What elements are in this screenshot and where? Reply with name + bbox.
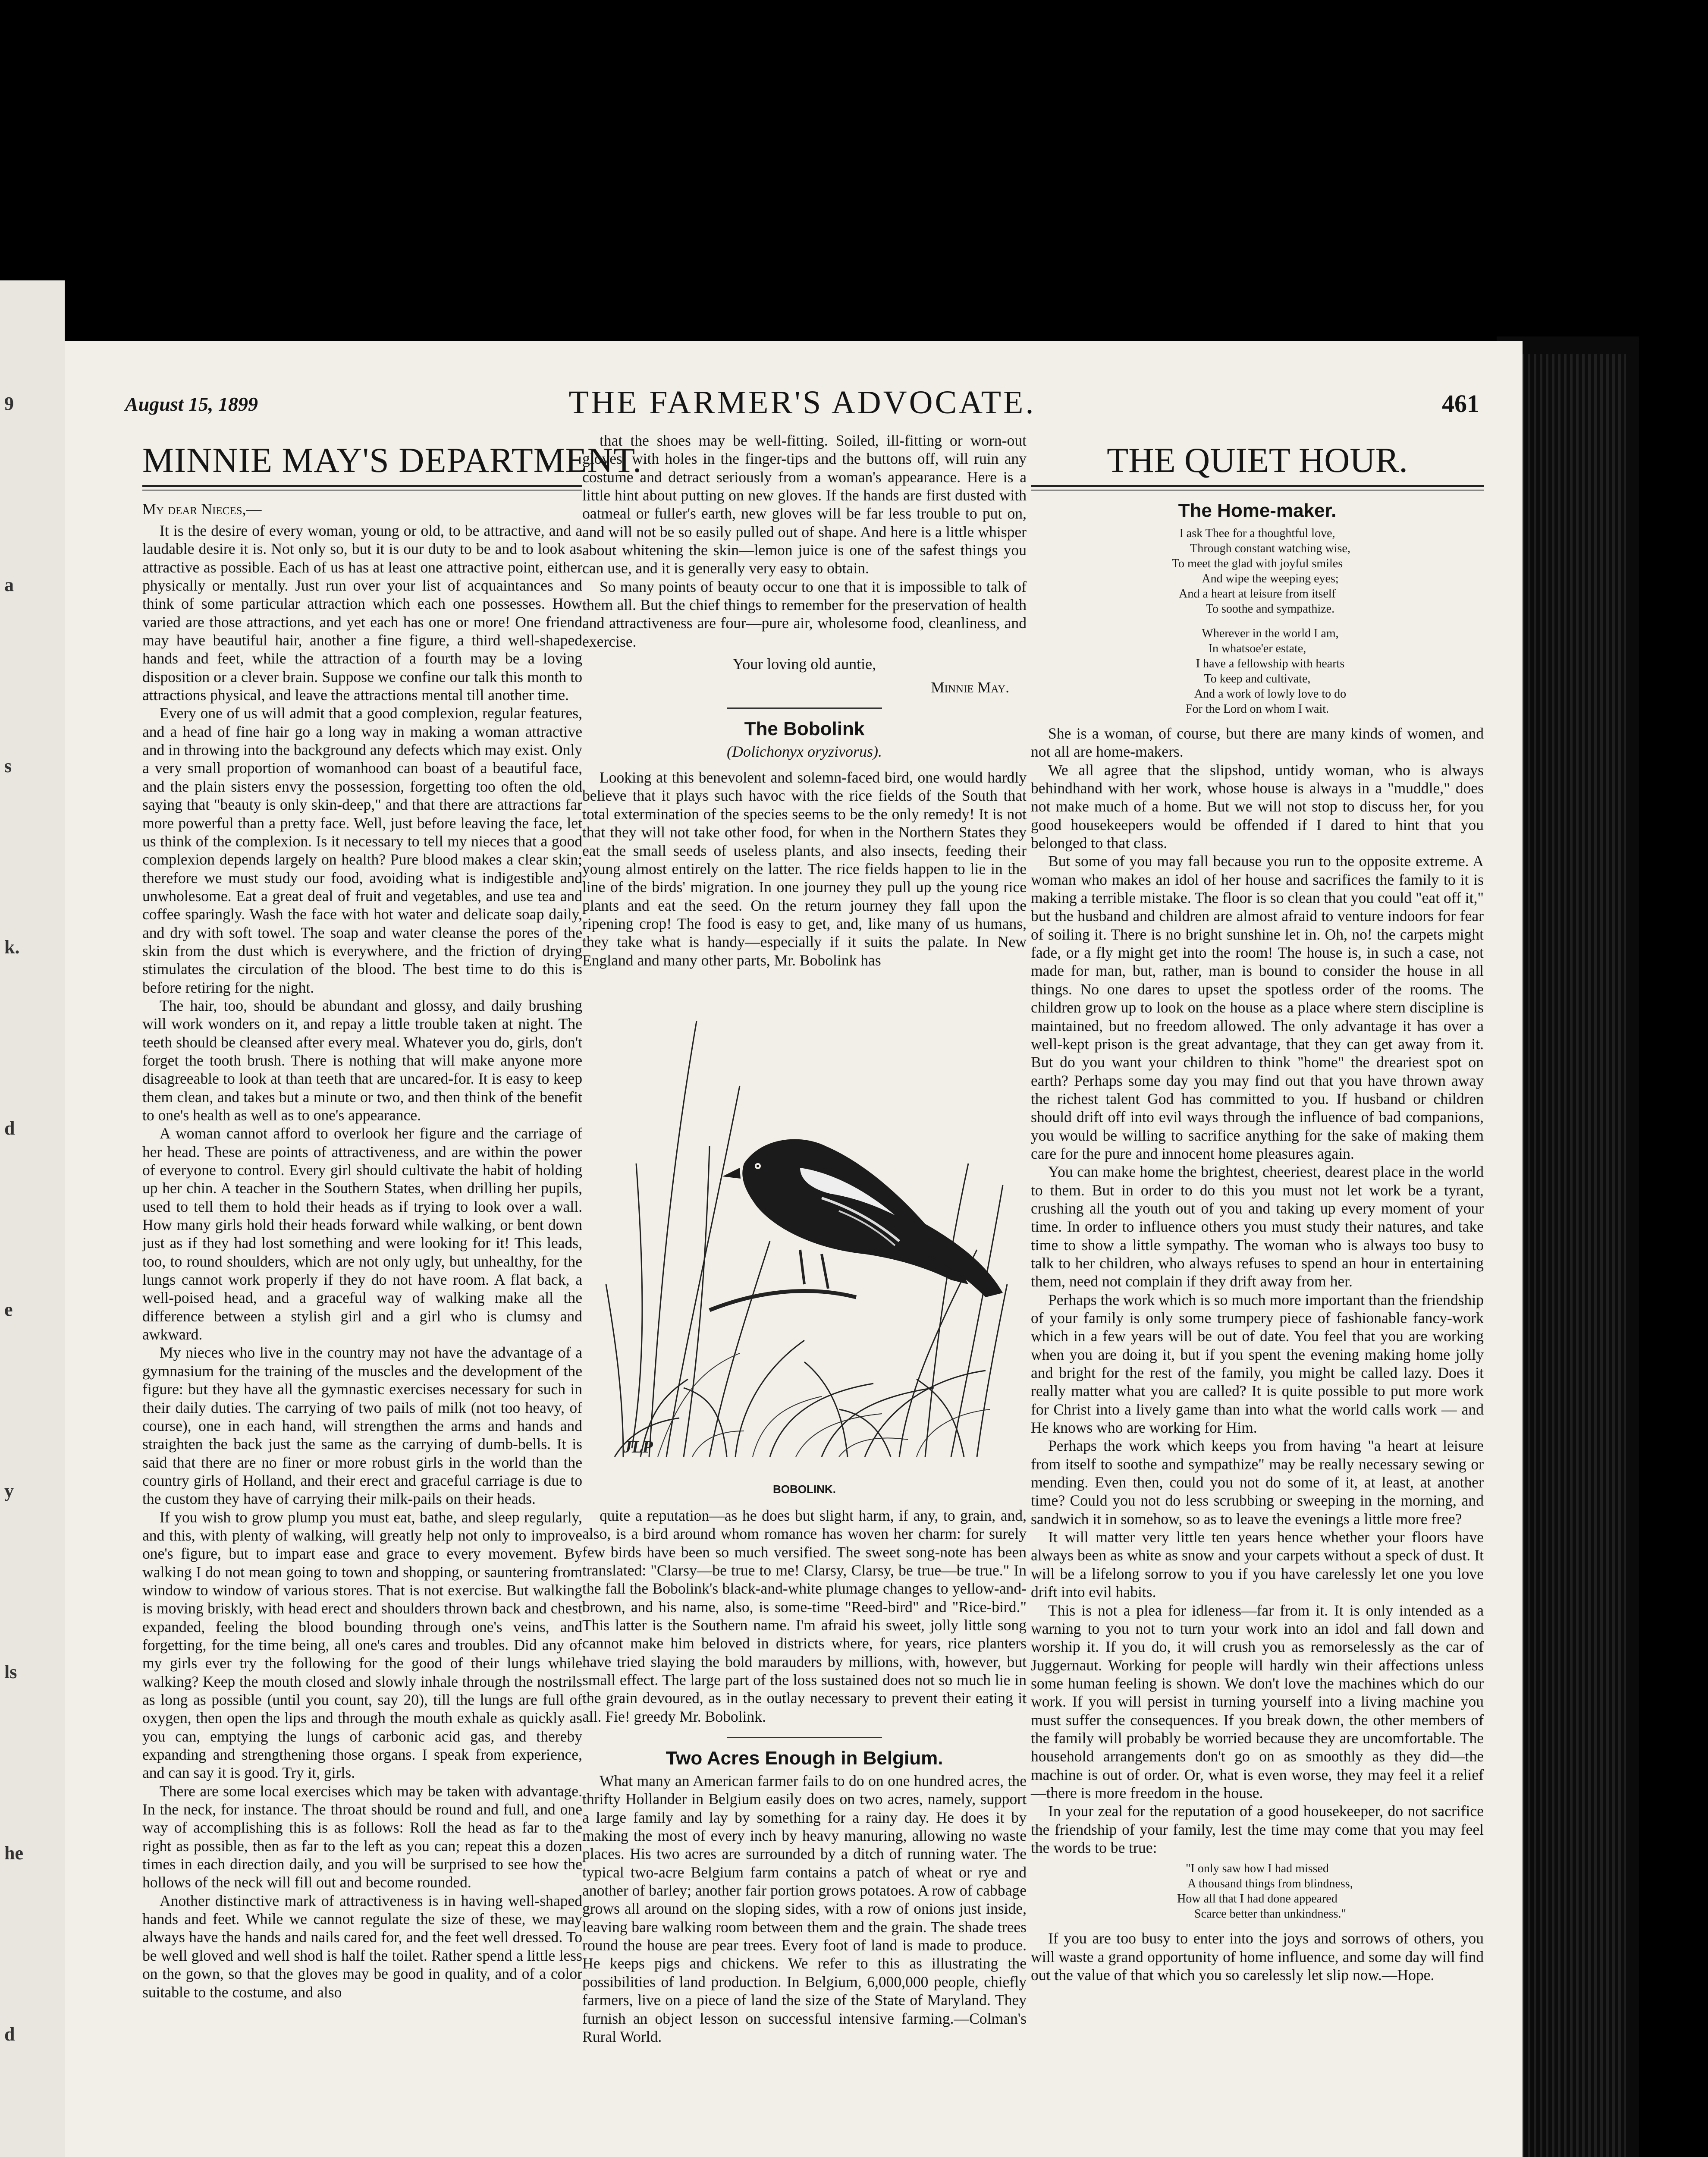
salutation: My dear Nieces,— [142, 500, 262, 518]
verse-line: To meet the glad with joyful smiles [1171, 557, 1343, 570]
verse-line: Through constant watching wise, [1190, 542, 1350, 555]
paragraph: You can make home the brightest, cheeriest, dearest place in the world to them. But in order to do this you must not let work be a tyrant, crushing all the youth out of you and taking up every moment of your time. In order to influence others you must study their natures, and take time to show a little sympathy. The woman who is always too busy to talk to her children, who always refuses to spend an hour in entertaining them, need not complain if they drift away from her. [1031, 1163, 1484, 1290]
minnie-may-title: MINNIE MAY'S DEPARTMENT. [142, 440, 642, 480]
page-header [125, 384, 1479, 423]
paragraph: What many an American farmer fails to do on one hundred acres, the thrifty Hollander in Belgium easily does on two acres, namely, support a large family and lay by something for a rainy day. He does it by making the most of every inch by heavy manuring, allowing no waste places. His two acres are surrounded by a ditch of running water. The typical two-acre Belgium farm contains a patch of wheat or rye and another of barley; another fair portion grows potatoes. A row of cabbage grows all around on the sloping sides, with a row of onions just inside, leaving bare walking room between them and the grain. The shade trees round the house are pear trees. Every foot of land is made to produce. He keeps pigs and chickens. We refer to this as illustrating the possibilities of land production. In Belgium, 6,000,000 people, chiefly farmers, live on a piece of land the size of the State of Maryland. They furnish an object lesson on successful intensive farming.—Colman's Rural World. [582, 1772, 1027, 2045]
paragraph: My nieces who live in the country may not have the advantage of a gymnasium for the training of the muscles and the development of the figure: but they have all the gymnastic exercises necessary for such in their daily duties. The carrying of two pails of milk (not too heavy, of course), one in each hand, will strengthen the arms and hands and straighten the back just the same as the carrying of dumb-bells. It is said that there are no finer or more robust girls in the world than the country girls of Holland, and their erect and graceful carriage is due to the custom they have of carrying their milk-pails on their heads. [142, 1344, 582, 1508]
poem [1031, 526, 1484, 717]
column-middle [582, 431, 1027, 2046]
minnie-may-body [142, 522, 582, 2001]
title-rule [1031, 485, 1484, 491]
margin-fragment: s [4, 755, 12, 777]
verse-line: And wipe the weeping eyes; [1202, 572, 1339, 585]
bobolink-body-continued [582, 1506, 1027, 1726]
verse-line: A thousand things from blindness, [1187, 1877, 1353, 1891]
paragraph: Looking at this benevolent and solemn-faced bird, one would hardly believe that it plays such havoc with the rice fields of the South that total extermination of the species seems to be the only remedy! It is not that they will not take other food, for when in the Northern States they eat the small seeds of useless plants, and also insects, feeding their young almost entirely on the latter. The rice fields happen to lie in the line of the birds' migration. In one journey they pull up the young rice plants and eat the seed. On the return journey they fall upon the ripening crop! The food is easy to get, and, like many of us humans, they take what is handy—especially if it suits the palate. In New England and many other parts, Mr. Bobolink has [582, 769, 1027, 969]
paragraph: She is a woman, of course, but there are many kinds of women, and not all are home-makers. [1031, 725, 1484, 761]
paragraph: In your zeal for the reputation of a good housekeeper, do not sacrifice the friendship of your family, lest the time may come that you may feel the words to be true: [1031, 1802, 1484, 1856]
bobolink-title: The Bobolink [744, 718, 865, 740]
title-rule [142, 485, 582, 491]
column-quiet-hour [1031, 431, 1484, 1984]
belgium-title: Two Acres Enough in Belgium. [666, 1748, 943, 1769]
paragraph: If you wish to grow plump you must eat, bathe, and sleep regularly, and this, with plenty of walking, will greatly help not only to improve one's figure, but to impart ease and grace to every movement. By walking I do not mean going to town and shopping, or sauntering from window to window of various stores. That is not exercise. But walking is moving briskly, with head erect and shoulders thrown back and chest expanded, feeling the blood bounding through one's veins, and forgetting, for the time being, all one's cares and troubles. Did any of my girls ever try the following for the good of their lungs while walking? Keep the mouth closed and slowly inhale through the nostrils as long as possible (until you count, say 20), till the lungs are full of oxygen, then open the lips and through the mouth exhale as quickly as you can, emptying the lungs of carbonic acid gas, and thereby expanding and strengthening those organs. I speak from experience, and can say it is good. Try it, girls. [142, 1508, 582, 1782]
verse-line: To soothe and sympathize. [1206, 602, 1335, 616]
belgium-body [582, 1772, 1027, 2046]
home-maker-title: The Home-maker. [1178, 500, 1337, 521]
page-number: 461 [1442, 390, 1479, 418]
page-edge-stripes [1510, 354, 1626, 2157]
paragraph: quite a reputation—as he does but slight harm, if any, to grain, and, also, is a bird around whom romance has woven her charm: for surely few birds have been so much versified. The sweet song-note has been translated: "Clarsy—be true to me! Clarsy, Clarsy, be true—be true." In the fall the Bobolink's black-and-white plumage changes to yellow-and-brown, and his name, also, is some-time "Reed-bird" and "Rice-bird." This latter is the Southern name. I'm afraid his sweet, jolly little song cannot make him beloved in districts where, for years, rice planters have tried slaying the bold marauders by millions, with, however, but small effect. The large part of the loss sustained does not so much lie in the grain devoured, as in the outlay necessary to prevent their eating it all. Fie! greedy Mr. Bobolink. [582, 1506, 1027, 1725]
paragraph: that the shoes may be well-fitting. Soiled, ill-fitting or worn-out gloves, with holes in the finger-tips and the buttons off, will ruin any costume and detract seriously from a woman's appearance. Here is a little hint about putting on new gloves. If the hands are first dusted with oatmeal or fuller's earth, new gloves will be far less trouble to put on, and will not be so easily pulled out of shape. And here is a little whisper about whitening the skin—lemon juice is one of the safest things you can use, and it is generally very easy to obtain. [582, 432, 1027, 577]
artist-initials: JLP [623, 1437, 653, 1456]
verse-line: To keep and cultivate, [1204, 672, 1311, 685]
margin-fragment: y [4, 1480, 14, 1501]
margin-fragment: he [4, 1843, 23, 1864]
bobolink-subtitle: (Dolichonyx oryzivorus). [727, 743, 882, 761]
paragraph: It is the desire of every woman, young or old, to be attractive, and a laudable desire it is. Not only so, but it is our duty to be and to look as attractive as possible. Each of us has at least one attractive point, either physically or mentally. Just run over your list of acquaintances and think of some particular attraction which each one possesses. How varied are those attractions, and yet each has one or more! One friend may have beautiful hair, another a fine figure, a third well-shaped hands and feet, while the attraction of a fourth may be a loving disposition or a clever brain. Suppose we confine our talk this month to attractions physical, and leave the attractions mental till another time. [142, 522, 582, 704]
margin-fragment: d [4, 1118, 15, 1139]
masthead-title: THE FARMER'S ADVOCATE. [568, 384, 1036, 421]
issue-date: August 15, 1899 [125, 393, 258, 415]
section-rule [727, 707, 882, 709]
paragraph: Perhaps the work which keeps you from having "a heart at leisure from itself to soothe and sympathize" may be really necessary sewing or mending. Even then, could you not do some of it, at least, at another time? Could you not do less scrubbing or sweeping in the morning, and sandwich it in somehow, so as to leave the evenings a little more free? [1031, 1437, 1484, 1528]
paragraph: It will matter very little ten years hence whether your floors have always been as white as snow and your carpets without a speck of dust. It will be a lifelong sorrow to you if you have carelessly let one you love drift into evil habits. [1031, 1528, 1484, 1601]
verse-line: And a heart at leisure from itself [1179, 587, 1336, 601]
paragraph: Perhaps the work which is so much more important than the friendship of your family is only some trumpery piece of fashionable fancy-work which in a few years will be out of date. You feel that you are working when you are doing it, but if you spent the evening making home jolly and bright for the rest of the family, you might be called lazy. Does it really matter what you are called? It is quite possible to put more work for Christ into a lively game than into what the world calls work — and He knows who are working for Him. [1031, 1291, 1484, 1437]
verse-line: In whatsoe'er estate, [1208, 642, 1306, 655]
quiet-hour-body [1031, 724, 1484, 1857]
paragraph: Another distinctive mark of attractiveness is in having well-shaped hands and feet. While we cannot regulate the size of these, we may always have the hands and nails cared for, and the feet well dressed. To be well gloved and well shod is half the toilet. Rather spend a little less on the gown, so that the gloves may be good in quality, and of a color suitable to the costume, and also [142, 1892, 582, 2001]
margin-fragment: ls [4, 1661, 17, 1682]
bobolink-drawing [597, 982, 1011, 1478]
paragraph: A woman cannot afford to overlook her figure and the carriage of her head. These are points of attractiveness, and are within the power of everyone to control. Every girl should cultivate the habit of holding up her chin. A teacher in the Southern States, when drilling her pupils, used to tell them to hold their heads as if trying to look over a wall. How many girls hold their heads forward while walking, or bent down just as if they had lost something and were looking for it! This leads, too, to round shoulders, which are not only ugly, but unhealthy, for the lungs cannot work properly if they do not have room. A flat back, a well-poised head, and a graceful way of walking make all the difference between a stylish girl and a girl who is clumsy and awkward. [142, 1125, 582, 1343]
margin-fragment: k. [4, 937, 20, 958]
quoted-verse [1031, 1861, 1484, 1921]
verse-line: For the Lord on whom I wait. [1185, 702, 1329, 716]
paragraph: We all agree that the slipshod, untidy woman, who is always behindhand with her work, whose house is always in a "muddle," does not make much of a home. But we will not stop to discuss her, for you good housekeepers would be offended if I dared to hint that you belonged to that class. [1031, 761, 1484, 852]
section-rule [727, 1737, 882, 1738]
signoff: Your loving old auntie, [732, 655, 876, 673]
figure-caption: BOBOLINK. [773, 1482, 836, 1496]
margin-fragment: 9 [4, 393, 14, 414]
bobolink-bird [722, 1139, 1003, 1297]
margin-fragment: e [4, 1299, 13, 1320]
newspaper-page [65, 341, 1523, 2157]
minnie-may-continuation [582, 431, 1027, 651]
paragraph: The hair, too, should be abundant and glossy, and daily brushing will work wonders on it, and repay a little trouble taken at night. The teeth should be cleansed after every meal. Whatever you do, girls, don't forget the tooth brush. There is nothing that will make anyone more disagreeable to look at than teeth that are uncared-for. It is easy to keep them clean, and takes but a minute or two, and then think of the benefit to one's health as well as to one's appearance. [142, 997, 582, 1124]
stanza-break [1031, 616, 1484, 626]
margin-fragment: d [4, 2024, 15, 2045]
paragraph: But some of you may fall because you run to the opposite extreme. A woman who makes an idol of her house and sacrifices the family to it is making a terrible mistake. The floor is so clean that you could "eat off it," but the husband and children are almost afraid to venture indoors for fear of soiling it. There is no bright sunshine let in. Oh, no! the carpets might fade, or a fly might get into the room! The house is, in such a case, not made for man, but, rather, man is bound to consider the house in all things. No one dares to upset the spotless order of the rooms. The children grow up to look on the house as a place where stern discipline is maintained, but no freedom allowed. The only advantage it has over a well-kept prison is the great advantage, that they can get away from it. But do you want your children to think "home" the dreariest spot on earth? Perhaps some day you may find out that you have thrown away the richest talent God has committed to you. If husband or children should drift off into evil ways through the influence of bad companions, you would be willing to sacrifice anything for the sake of making them care for the pure and innocent home pleasures again. [1031, 852, 1484, 1162]
verse-line: Scarce better than unkindness." [1194, 1907, 1346, 1921]
verse-line: I have a fellowship with hearts [1196, 657, 1345, 670]
paragraph: There are some local exercises which may be taken with advantage. In the neck, for instance. The throat should be round and full, and one way of accomplishing this is as follows: Roll the head as far to the right as possible, then as far to the left as you can; repeat this a dozen times in each direction daily, and you will be surprised to see how the hollows of the neck will fill out and become rounded. [142, 1782, 582, 1891]
verse-line: And a work of lowly love to do [1194, 687, 1347, 701]
quiet-hour-title: THE QUIET HOUR. [1107, 440, 1408, 480]
grass-fine-lines [658, 1353, 990, 1457]
signature: Minnie May. [931, 679, 1009, 696]
verse-line: Wherever in the world I am, [1202, 627, 1339, 640]
bobolink-body [582, 768, 1027, 969]
paragraph: So many points of beauty occur to one that it is impossible to talk of them all. But the chief things to remember for the preservation of health and attractiveness are four—pure air, wholesome food, cleanliness, and exercise. [582, 578, 1027, 650]
verse-line: "I only saw how I had missed [1186, 1862, 1329, 1876]
adjacent-page-edge [0, 280, 65, 2157]
verse-line: How all that I had done appeared [1177, 1892, 1338, 1906]
verse-line: I ask Thee for a thoughtful love, [1179, 527, 1335, 540]
closing-paragraph: If you are too busy to enter into the joys and sorrows of others, you will waste a grand opportunity of home influence, and some day will find out the value of that which you so carelessly let slip now.—Hope. [1031, 1930, 1484, 1984]
margin-fragment: a [4, 574, 14, 595]
bobolink-illustration [597, 982, 1011, 1496]
paragraph: This is not a plea for idleness—far from it. It is only intended as a warning to you not to turn your work into an idol and fall down and worship it. If you do, it will crush you as remorselessly as the car of Juggernaut. Working for people will hardly win their affections unless some human feeling is shown. We don't love the machines which do our work. If you will persist in turning yourself into a living machine you must suffer the consequences. If you break down, the other members of the family will probably be worried because they are uncomfortable. The household arrangements don't go on as smoothly as they did—the machine is out of order. Or, what is even worse, they may feel it a relief—there is more freedom in the house. [1031, 1601, 1484, 1802]
paragraph: Every one of us will admit that a good complexion, regular features, and a head of fine hair go a long way in making a woman attractive and in throwing into the background any defects which may exist. Only a very small proportion of womanhood can boast of a beautiful face, and the plain sisters envy the possession, forgetting too often the old saying that "beauty is only skin-deep," and that there are attractions far more powerful than a pretty face. Well, just before leaving the face, let us think of the complexion. Is it necessary to tell my nieces that a good complexion depends largely on health? Pure blood makes a clear skin; therefore we must study our food, avoiding what is indigestible and unwholesome. Eat a great deal of fruit and vegetables, and use tea and coffee sparingly. Wash the face with hot water and delicate soap daily, and dry with soft towel. The soap and water cleanse the pores of the skin from the dust which is everywhere, and the friction of drying stimulates the circulation of the blood. The best time to do this is before retiring for the night. [142, 704, 582, 996]
perch-stem [710, 1291, 856, 1310]
